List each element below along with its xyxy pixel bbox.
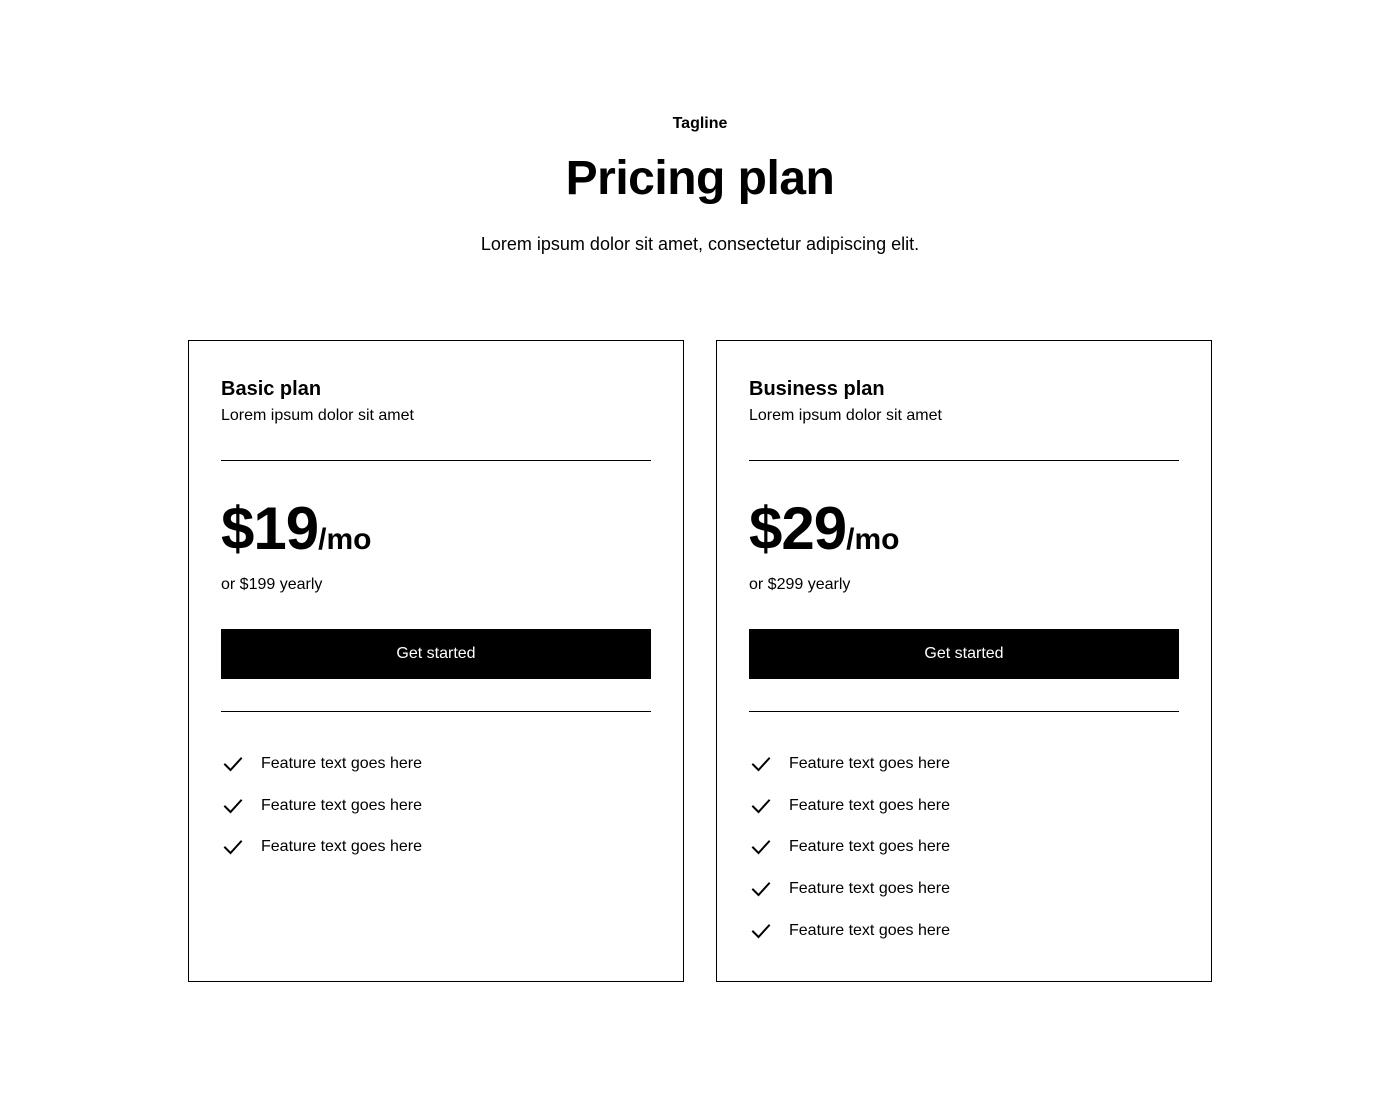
plan-description: Lorem ipsum dolor sit amet <box>749 407 942 424</box>
feature-text: Feature text goes here <box>789 755 950 772</box>
get-started-button[interactable]: Get started <box>749 629 1179 679</box>
page-title: Pricing plan <box>565 152 835 205</box>
pricing-header <box>0 112 1400 258</box>
plan-yearly-price: or $199 yearly <box>221 576 323 593</box>
price-row <box>749 497 1179 561</box>
feature-item <box>221 835 651 859</box>
check-icon <box>221 835 245 859</box>
divider <box>749 711 1179 712</box>
check-icon <box>749 794 773 818</box>
feature-text: Feature text goes here <box>261 796 422 814</box>
price-row <box>221 497 651 561</box>
feature-item <box>749 794 1179 818</box>
plan-description: Lorem ipsum dolor sit amet <box>221 407 414 424</box>
pricing-card-basic <box>188 340 684 982</box>
plan-period: /mo <box>846 523 900 556</box>
divider <box>221 711 651 712</box>
feature-text: Feature text goes here <box>261 838 422 856</box>
divider <box>221 460 651 461</box>
feature-item <box>749 919 1179 943</box>
tagline: Tagline <box>672 115 728 132</box>
feature-text: Feature text goes here <box>789 838 950 856</box>
feature-item <box>221 752 651 776</box>
feature-text: Feature text goes here <box>789 880 950 898</box>
check-icon <box>749 835 773 859</box>
feature-item <box>221 794 651 818</box>
pricing-card-business <box>716 340 1212 982</box>
divider <box>749 460 1179 461</box>
feature-list <box>221 752 651 859</box>
plan-price: $19 <box>221 495 319 562</box>
plan-name: Business plan <box>749 378 885 400</box>
feature-list <box>749 752 1179 943</box>
feature-item <box>749 877 1179 901</box>
plan-name: Basic plan <box>221 378 322 400</box>
feature-item <box>749 752 1179 776</box>
feature-text: Feature text goes here <box>789 921 950 939</box>
check-icon <box>749 752 773 776</box>
feature-text: Feature text goes here <box>789 796 950 814</box>
plan-yearly-price: or $299 yearly <box>749 576 851 593</box>
feature-text: Feature text goes here <box>261 755 422 772</box>
plan-period: /mo <box>318 523 372 556</box>
check-icon <box>749 877 773 901</box>
check-icon <box>749 919 773 943</box>
plan-price: $29 <box>749 495 847 562</box>
page-subtitle: Lorem ipsum dolor sit amet, consectetur adipiscing elit. <box>480 234 920 254</box>
check-icon <box>221 794 245 818</box>
check-icon <box>221 752 245 776</box>
get-started-button[interactable]: Get started <box>221 629 651 679</box>
feature-item <box>749 835 1179 859</box>
